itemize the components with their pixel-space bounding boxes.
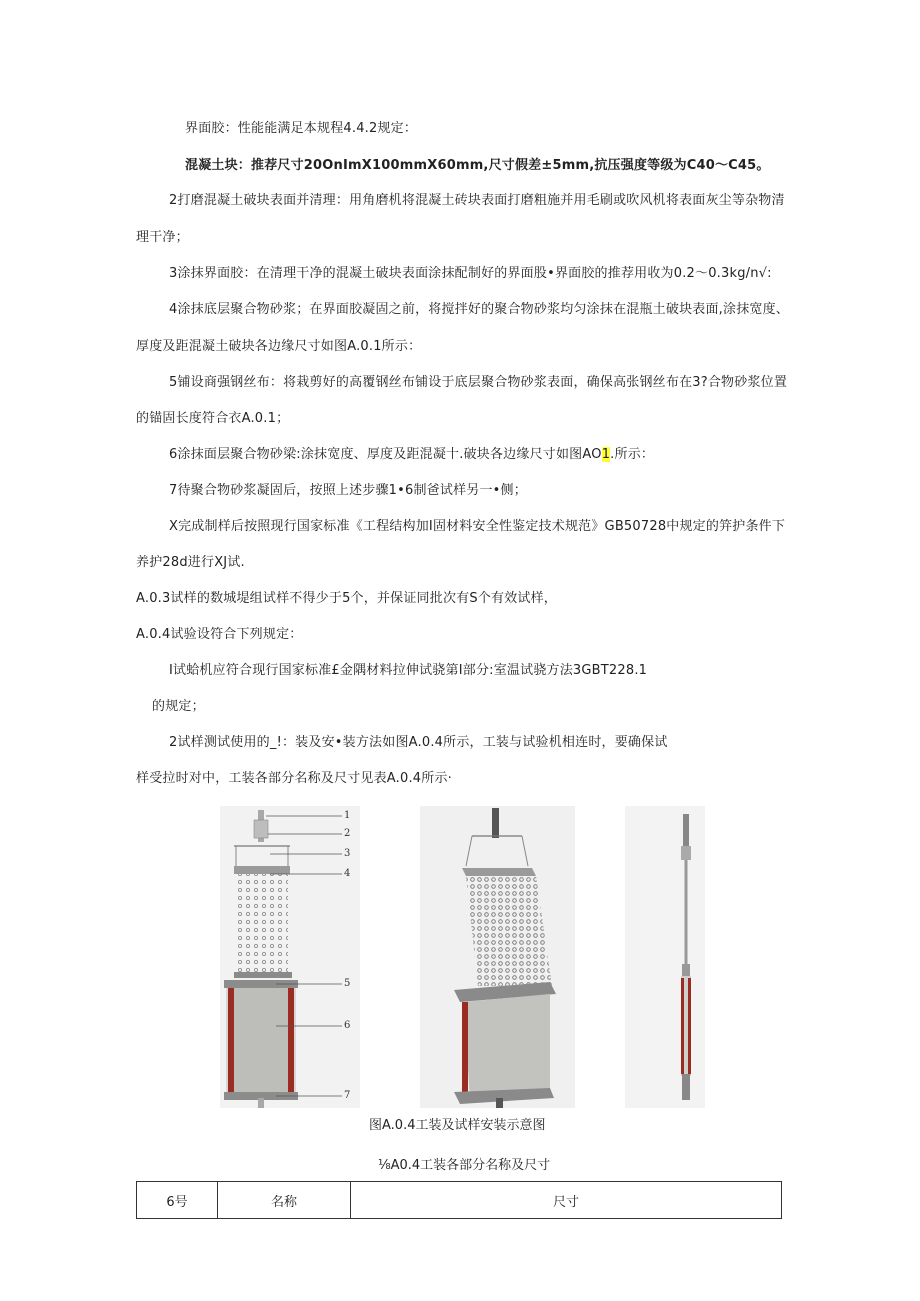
para-a04-item1-line1: I试蛤机应符合现行国家标准£金隅材料拉伸试骁第I部分:室温试骁方法3GBT228.1 xyxy=(169,663,648,678)
callout-2: 2 xyxy=(344,828,351,839)
callout-3: 3 xyxy=(344,848,351,859)
fixture-side-view xyxy=(625,806,705,1108)
fixture-perspective-view xyxy=(420,806,575,1108)
figure-caption: 图A.0.4工装及试样安装示意图 xyxy=(369,1118,546,1133)
para-step5-line2: 的锚固长度符合衣A.0.1； xyxy=(136,411,290,426)
callout-leaders xyxy=(262,806,352,1108)
callout-1: 1 xyxy=(344,810,351,821)
callout-7: 7 xyxy=(344,1090,351,1101)
para-step3: 3涂抹界面胶：在清理干净的混凝土破块表面涂抹配制好的界面股•界面胶的推荐用收为0.2〜0.3kg/n√: xyxy=(169,266,772,281)
para-concrete-block: 混凝土块：推荐尺寸20OnImX100mmX60mm,尺寸假差±5mm,抗压强度等级为C40〜C45。 xyxy=(185,158,770,173)
para-a03: A.0.3试样的数城堤组试样不得少于5个，并保证同批次有S个有效试样， xyxy=(136,591,557,606)
para-step2-line1: 2打磨混凝土破块表面并清理：用角磨机将混凝土砖块表面打磨粗施并用毛刷或吹风机将表面灰尘等杂物清 xyxy=(169,193,785,208)
header-number: 6号 xyxy=(137,1182,218,1219)
para-step5-line1: 5铺设商强钢丝布：将栽剪好的高覆钢丝布铺设于底层聚合物砂浆表面，确保高张钢丝布在3?合物砂浆位置 xyxy=(169,375,788,390)
callout-5: 5 xyxy=(344,978,351,989)
para-step4-line1: 4涂抹底层聚合物砂浆；在界面胶凝固之前，将搅拌好的聚合物砂浆均匀涂抹在混瓶土破块表面,涂抹宽度、 xyxy=(169,302,790,317)
spec-table xyxy=(136,1181,782,1219)
para-step4-line2: 厚度及距混凝土破块各边缘尺寸如图A.0.1所示： xyxy=(136,339,422,354)
header-size: 尺寸 xyxy=(351,1182,782,1219)
para-a04-item2-line1: 2试样测试使用的_!：装及安•装方法如图A.0.4所示，工装与试验机相连时，要确保试 xyxy=(169,735,668,750)
para-step6 xyxy=(169,446,654,464)
para-step8-line1: X完成制样后按照现行国家标准《工程结构加I固材料安全性鉴定技术规范》GB50728中规定的笄护条件下 xyxy=(169,519,786,534)
para-step8-line2: 养护28d进行XJ试. xyxy=(136,555,245,570)
para-step7: 7待聚合物砂浆凝固后，按照上述步骤1•6制爸试样另一•侧； xyxy=(169,483,527,498)
table-caption: ⅛A0.4工装各部分名称及尺寸 xyxy=(378,1158,551,1173)
para-step6-suffix: .所示： xyxy=(610,447,655,462)
para-interface-glue: 界面胶：性能能满足本规程4.4.2规定： xyxy=(185,121,418,136)
para-a04: A.0.4试验设符合下列规定： xyxy=(136,627,303,642)
callout-6: 6 xyxy=(344,1020,351,1031)
para-a04-item1-line2: 的规定； xyxy=(152,699,205,714)
header-name: 名称 xyxy=(218,1182,351,1219)
para-step2-line2: 理干净； xyxy=(136,230,189,245)
para-a04-item2-line2: 样受拉时对中，工装各部分名称及尺寸见表A.0.4所示· xyxy=(136,771,453,786)
table-header-row xyxy=(137,1182,782,1219)
callout-4: 4 xyxy=(344,868,351,879)
para-step6-prefix: 6涂抹面层聚合物砂梁:涂抹宽度、厚度及距混凝十.破块各边缘尺寸如图AO xyxy=(169,447,602,462)
highlighted-char: 1 xyxy=(601,447,611,462)
